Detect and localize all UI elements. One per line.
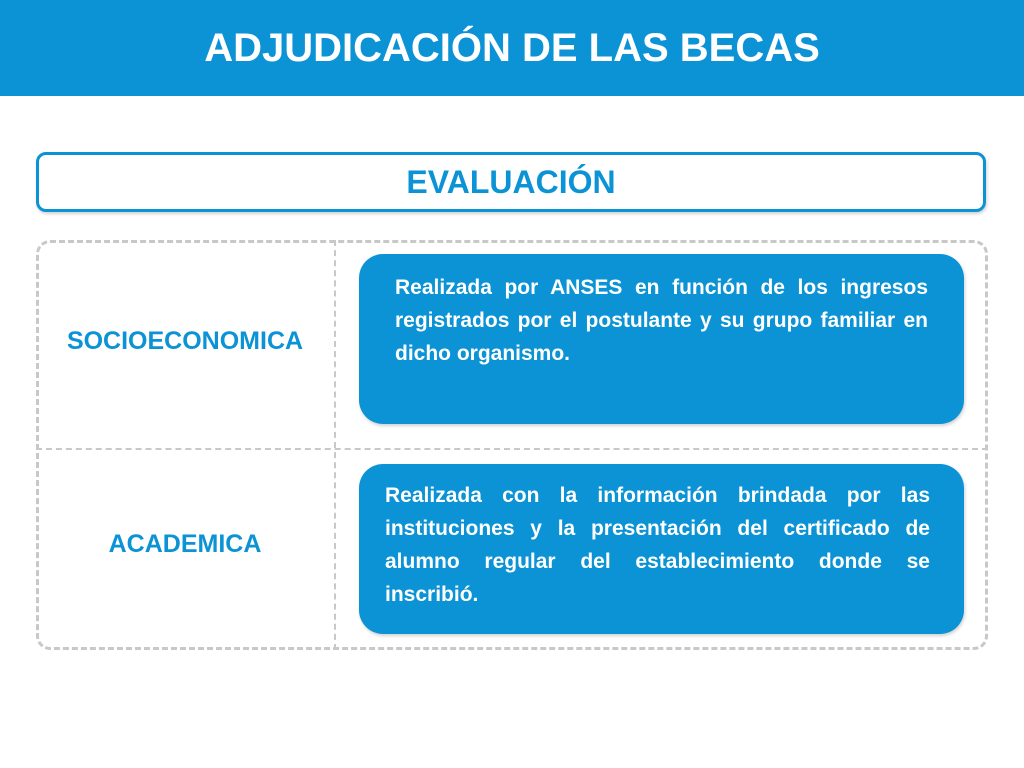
slide-title: ADJUDICACIÓN DE LAS BECAS xyxy=(204,25,820,70)
description-academica: Realizada con la información brindada por las instituciones y la presentación del certificado de alumno regular del establecimiento donde se inscribió. xyxy=(359,464,964,634)
description-socioeconomica: Realizada por ANSES en función de los ingresos registrados por el postulante y su grupo familiar en dicho organismo. xyxy=(359,254,964,424)
row-divider xyxy=(36,448,988,450)
column-divider xyxy=(334,240,336,650)
section-label: EVALUACIÓN xyxy=(406,163,616,200)
row-label-socioeconomica: SOCIOECONOMICA xyxy=(66,327,304,355)
row-label-academica: ACADEMICA xyxy=(108,530,262,558)
section-header-box xyxy=(36,152,986,212)
